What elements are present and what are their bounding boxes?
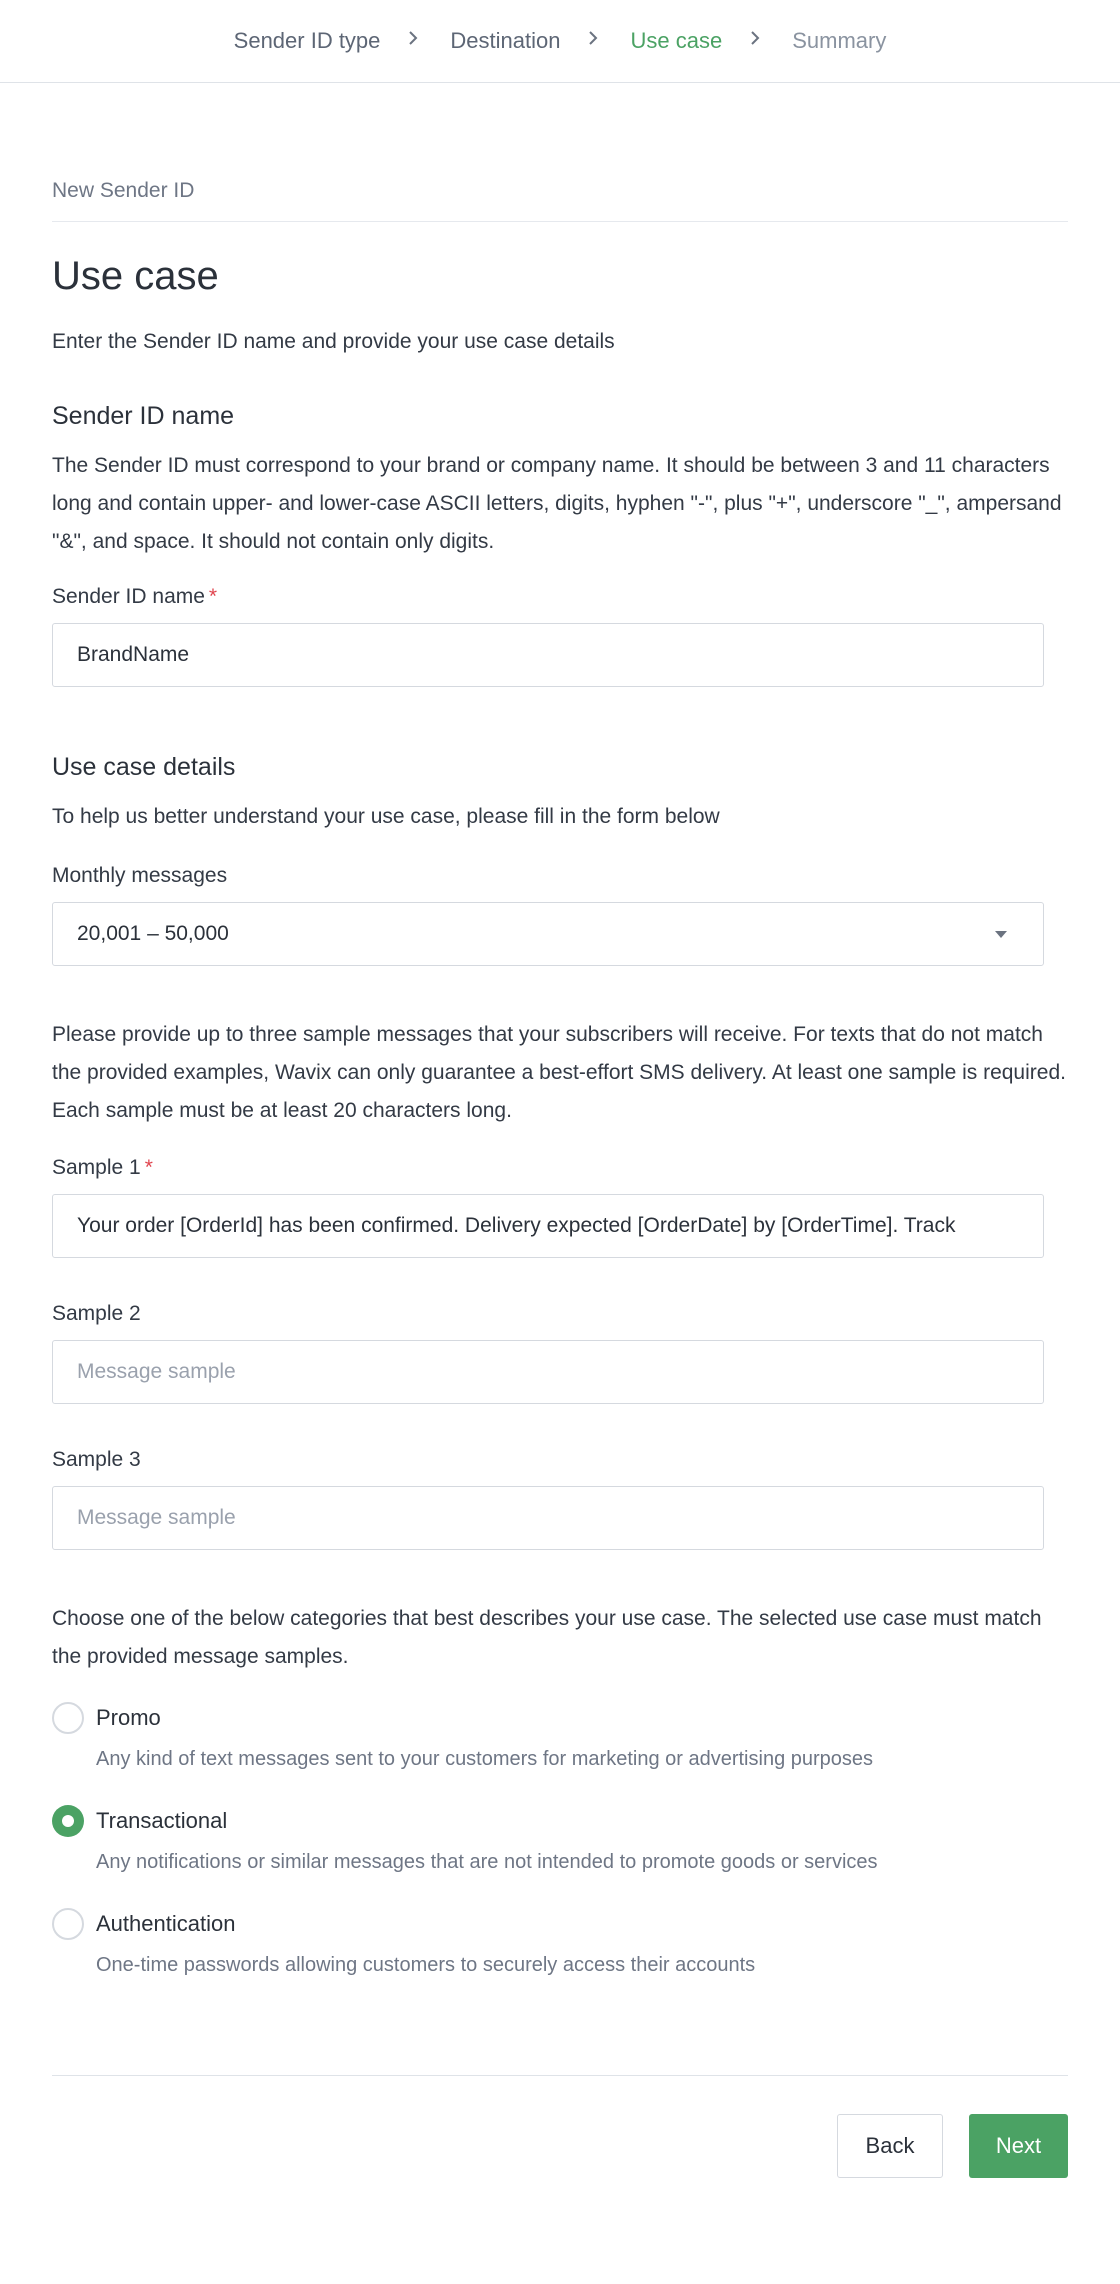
category-radio-group xyxy=(52,1702,1068,1977)
step-summary: Summary xyxy=(792,28,887,53)
required-mark: * xyxy=(208,585,218,608)
category-intro: Choose one of the below categories that best describes your use case. The selected use case must match the provided message samples. xyxy=(52,1607,1042,1668)
samples-intro: Please provide up to three sample messages that your subscribers will receive. For texts that do not match the provided examples, Wavix can only guarantee a best-effort SMS delivery. At least one sample is required. Each sample must be at least 20 characters long. xyxy=(52,1023,1066,1122)
sender-id-label xyxy=(52,585,1068,609)
monthly-messages-label: Monthly messages xyxy=(52,864,228,887)
sample-1-label-text: Sample 1 xyxy=(52,1156,141,1179)
radio-button[interactable] xyxy=(52,1908,84,1940)
next-button[interactable]: Next xyxy=(969,2114,1068,2178)
sender-id-label-text: Sender ID name xyxy=(52,585,205,608)
sample-1-label xyxy=(52,1156,1068,1180)
radio-button-selected[interactable] xyxy=(52,1805,84,1837)
use-case-details-description: To help us better understand your use case, please fill in the form below xyxy=(52,805,720,828)
page-subtitle: Enter the Sender ID name and provide your use case details xyxy=(52,330,615,353)
use-case-details-heading: Use case details xyxy=(52,753,236,781)
chevron-right-icon xyxy=(748,31,762,45)
radio-authentication[interactable] xyxy=(52,1908,1068,1940)
form-actions xyxy=(52,2114,1068,2178)
radio-label: Authentication xyxy=(96,1911,236,1936)
form-container xyxy=(0,179,1120,2178)
radio-promo[interactable] xyxy=(52,1702,1068,1734)
radio-button[interactable] xyxy=(52,1702,84,1734)
monthly-messages-select[interactable] xyxy=(52,902,1044,966)
sample-2-label: Sample 2 xyxy=(52,1302,141,1325)
radio-description: Any notifications or similar messages that are not intended to promote goods or services xyxy=(96,1851,878,1873)
sender-id-description: The Sender ID must correspond to your brand or company name. It should be between 3 and 11 characters long and contain upper- and lower-case ASCII letters, digits, hyphen "-", plus "+", underscore "_", ampersand "&", and space. It should not contain only digits. xyxy=(52,454,1062,553)
sender-id-heading: Sender ID name xyxy=(52,402,235,430)
stepper xyxy=(0,0,1120,83)
required-mark: * xyxy=(144,1156,153,1179)
step-use-case[interactable]: Use case xyxy=(630,28,723,53)
caret-down-icon xyxy=(995,931,1007,938)
sample-1-input[interactable] xyxy=(52,1194,1044,1258)
sample-3-label: Sample 3 xyxy=(52,1448,141,1471)
chevron-right-icon xyxy=(406,31,420,45)
sample-2-input[interactable] xyxy=(52,1340,1044,1404)
page-title: Use case xyxy=(52,254,219,298)
chevron-right-icon xyxy=(586,31,600,45)
radio-label: Promo xyxy=(96,1705,161,1730)
radio-description: One-time passwords allowing customers to securely access their accounts xyxy=(96,1954,756,1976)
page-eyebrow: New Sender ID xyxy=(52,179,1068,222)
radio-label: Transactional xyxy=(96,1808,228,1833)
back-button[interactable]: Back xyxy=(837,2114,943,2178)
radio-description: Any kind of text messages sent to your customers for marketing or advertising purposes xyxy=(96,1748,874,1770)
step-sender-id-type[interactable]: Sender ID type xyxy=(233,28,381,53)
step-destination[interactable]: Destination xyxy=(450,28,561,53)
sender-id-input[interactable] xyxy=(52,623,1044,687)
sample-3-input[interactable] xyxy=(52,1486,1044,1550)
footer-divider xyxy=(52,2075,1068,2076)
radio-transactional[interactable] xyxy=(52,1805,1068,1837)
monthly-messages-value: 20,001 – 50,000 xyxy=(77,922,229,945)
